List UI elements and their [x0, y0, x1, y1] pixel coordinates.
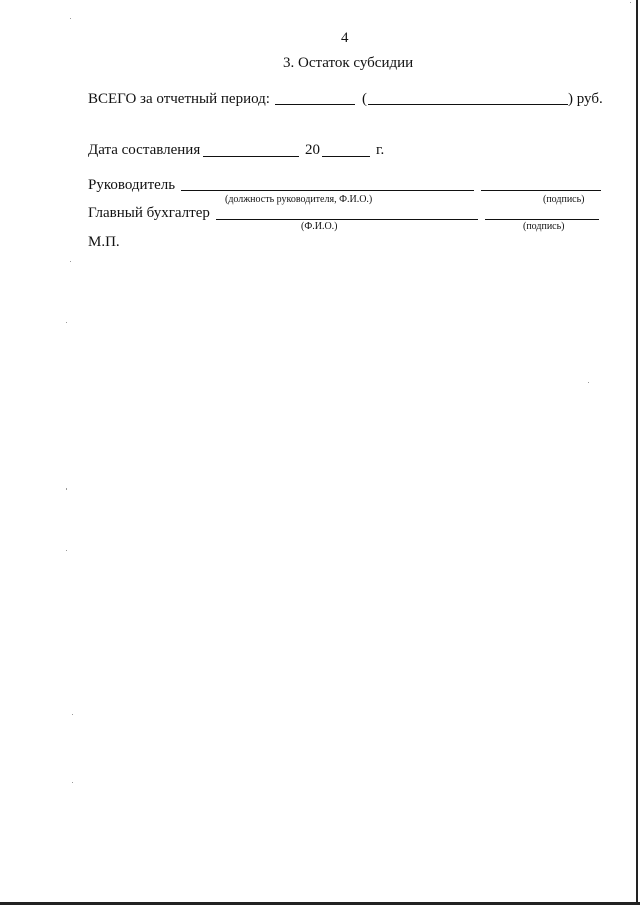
scan-border-right: [636, 0, 638, 905]
date-label: Дата составления: [88, 142, 201, 158]
total-unit: ) руб.: [568, 91, 603, 107]
scan-speck: [630, 2, 631, 3]
total-amount-words-field[interactable]: [368, 104, 568, 105]
total-amount-field[interactable]: [275, 104, 355, 105]
accountant-name-caption: (Ф.И.О.): [301, 221, 338, 232]
director-label: Руководитель: [88, 177, 176, 193]
accountant-name-field[interactable]: [216, 219, 478, 220]
date-day-month-field[interactable]: [203, 156, 299, 157]
scan-speck: [66, 488, 67, 490]
director-name-caption: (должность руководителя, Ф.И.О.): [225, 194, 373, 205]
director-name-field[interactable]: [181, 190, 474, 191]
page-number: 4: [341, 30, 349, 46]
director-signature-caption: (подпись): [543, 194, 585, 205]
section-title: 3. Остаток субсидии: [283, 55, 414, 71]
scan-speck: [70, 18, 71, 19]
date-year-suffix: г.: [376, 142, 385, 158]
total-open-paren: (: [362, 91, 367, 107]
total-label: ВСЕГО за отчетный период:: [88, 91, 270, 107]
accountant-signature-field[interactable]: [485, 219, 599, 220]
date-year-field[interactable]: [322, 156, 370, 157]
scan-speck: [66, 550, 67, 551]
scan-speck: [66, 322, 67, 323]
director-signature-field[interactable]: [481, 190, 601, 191]
accountant-label: Главный бухгалтер: [88, 205, 210, 221]
scan-speck: [588, 382, 589, 383]
date-year-prefix: 20: [305, 142, 320, 158]
stamp-placeholder: М.П.: [88, 234, 120, 250]
scan-speck: [70, 261, 71, 262]
accountant-signature-caption: (подпись): [523, 221, 565, 232]
scan-speck: [72, 714, 73, 715]
scan-speck: [72, 782, 73, 783]
